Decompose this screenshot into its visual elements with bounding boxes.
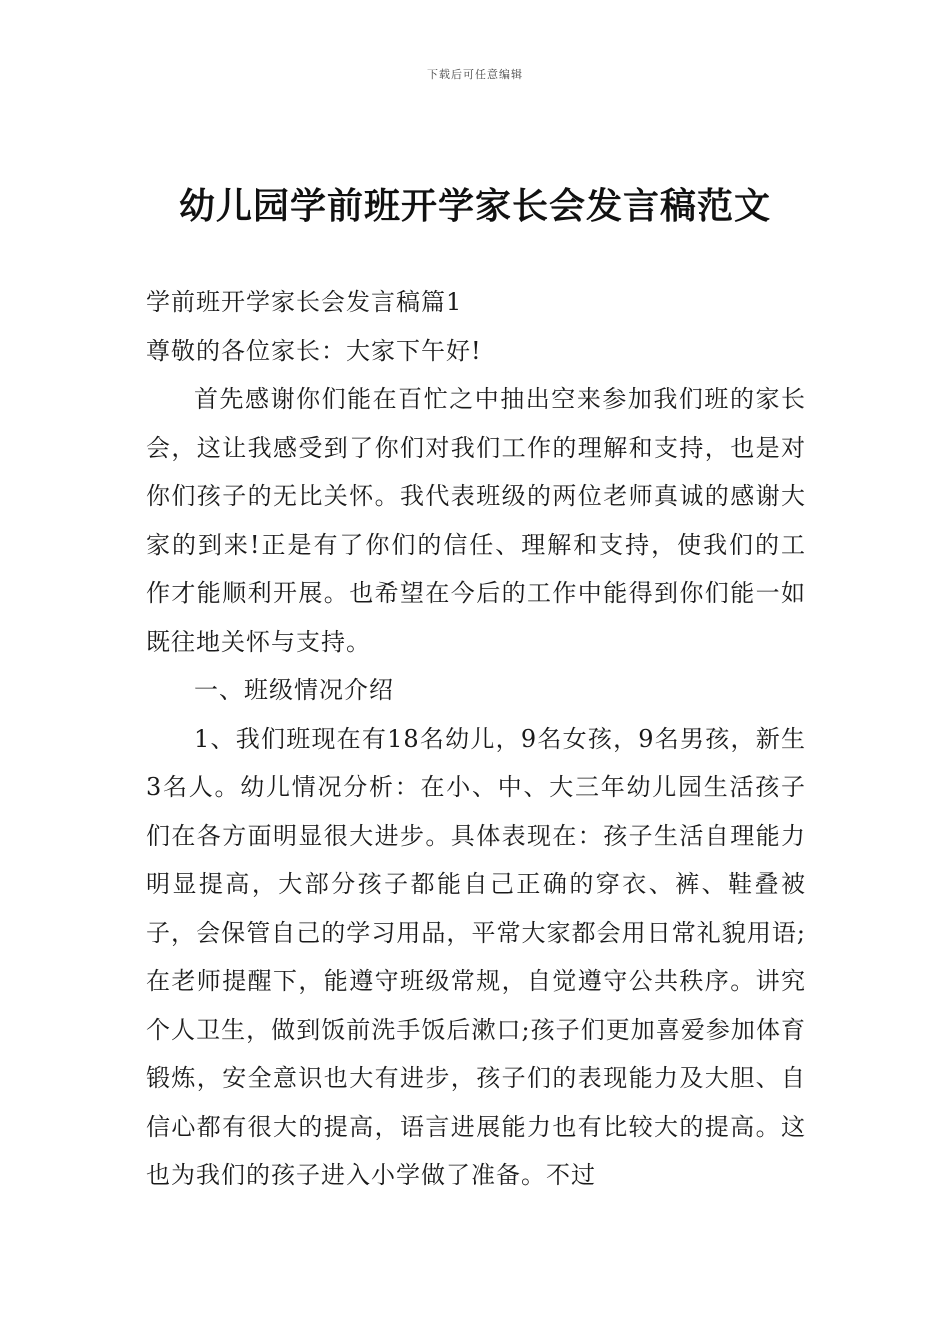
subheading-class-info: 一、班级情况介绍 bbox=[194, 676, 394, 704]
paragraph-intro: 首先感谢你们能在百忙之中抽出空来参加我们班的家长会，这让我感受到了你们对我们工作的理解和支持，也是对你们孩子的无比关怀。我代表班级的两位老师真诚的感谢大家的到来!正是有了你们的信任、理解和支持，使我们的工作才能顺利开展。也希望在今后的工作中能得到你们能一如既往地关怀与支持。 bbox=[146, 385, 806, 656]
document-title: 幼儿园学前班开学家长会发言稿范文 bbox=[178, 186, 771, 227]
paragraph-class-details: 1、我们班现在有18名幼儿，9名女孩，9名男孩，新生3名人。幼儿情况分析：在小、中、大三年幼儿园生活孩子们在各方面明显很大进步。具体表现在：孩子生活自理能力明显提高，大部分孩子都能自己正确的穿衣、裤、鞋叠被子，会保管自己的学习用品，平常大家都会用日常礼貌用语;在老师提醒下，能遵守班级常规，自觉遵守公共秩序。讲究个人卫生，做到饭前洗手饭后漱口;孩子们更加喜爱参加体育锻炼，安全意识也大有进步，孩子们的表现能力及大胆、自信心都有很大的提高，语言进展能力也有比较大的提高。这也为我们的孩子进入小学做了准备。不过 bbox=[146, 724, 806, 1189]
document-body bbox=[146, 278, 806, 1200]
greeting: 尊敬的各位家长：大家下午好! bbox=[146, 336, 482, 365]
section-heading: 学前班开学家长会发言稿篇1 bbox=[146, 288, 463, 316]
header-note: 下载后可任意编辑 bbox=[427, 68, 523, 81]
